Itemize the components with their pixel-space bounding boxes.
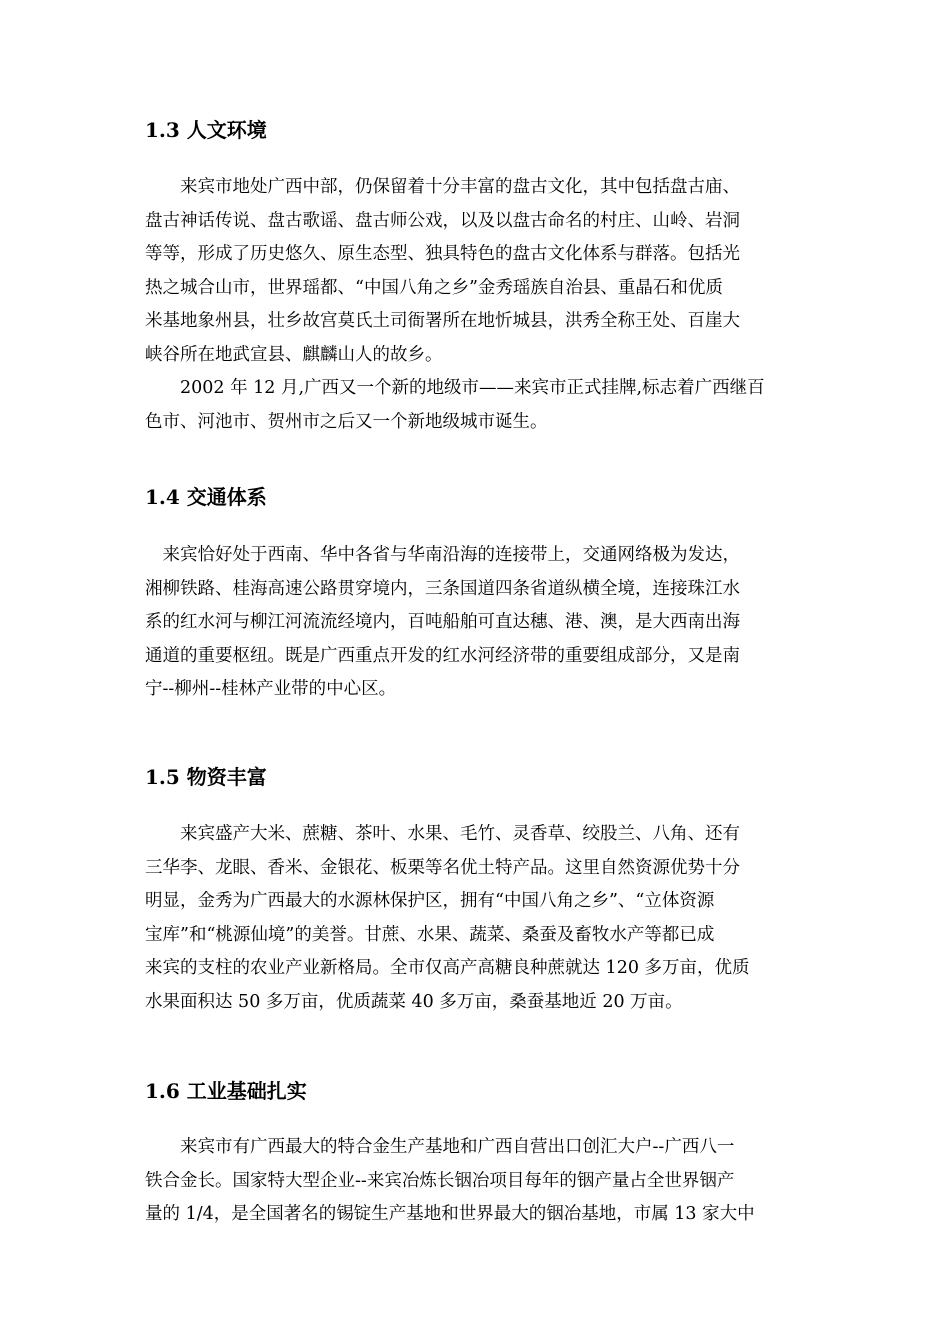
text-line: 宝库”和“桃源仙境”的美誉。甘蔗、水果、蔬菜、桑蚕及畜牧水产等都已成 — [145, 924, 715, 945]
paragraph-1-6 — [145, 1131, 810, 1232]
text-line: 水果面积达 50 多万亩，优质蔬菜 40 多万亩，桑蚕基地近 20 万亩。 — [145, 991, 683, 1012]
text-line: 来宾市有广西最大的特合金生产基地和广西自营出口创汇大户--广西八一 — [145, 1137, 735, 1157]
text-line: 来宾盛产大米、蔗糖、茶叶、水果、毛竹、灵香草、绞股兰、八角、还有 — [145, 824, 740, 844]
text-line: 湘柳铁路、桂海高速公路贯穿境内，三条国道四条省道纵横全境，连接珠江水 — [145, 578, 740, 599]
text-line: 量的 1/4，是全国著名的锡锭生产基地和世界最大的铟冶基地，市属 13 家大中 — [145, 1204, 755, 1224]
section-heading-1-4: 1.4 交通体系 — [145, 485, 267, 509]
text-line: 明显，金秀为广西最大的水源林保护区，拥有“中国八角之乡”、“立体资源 — [145, 891, 715, 911]
text-line: 峡谷所在地武宣县、麒麟山人的故乡。 — [145, 344, 443, 365]
paragraph-1-3-a — [145, 171, 810, 372]
text-line: 来宾市地处广西中部，仍保留着十分丰富的盘古文化，其中包括盘古庙、 — [145, 177, 740, 197]
section-heading-1-3: 1.3 人文环境 — [145, 118, 267, 142]
text-line: 系的红水河与柳江河流流经境内，百吨船舶可直达穗、港、澳，是大西南出海 — [145, 612, 740, 632]
text-line: 来宾的支柱的农业产业新格局。全市仅高产高糖良种蔗就达 120 多万亩，优质 — [145, 958, 750, 978]
section-heading-1-5: 1.5 物资丰富 — [145, 765, 267, 789]
section-heading-1-6: 1.6 工业基础扎实 — [145, 1079, 307, 1103]
paragraph-1-5 — [145, 818, 810, 1019]
text-line: 等等，形成了历史悠久、原生态型、独具特色的盘古文化体系与群落。包括光 — [145, 244, 740, 264]
text-line: 2002 年 12 月,广西又一个新的地级市——来宾市正式挂牌,标志着广西继百 — [145, 378, 765, 398]
text-line: 三华李、龙眼、香米、金银花、板栗等名优土特产品。这里自然资源优势十分 — [145, 857, 740, 878]
text-line: 米基地象州县，壮乡故宫莫氏土司衙署所在地忻城县，洪秀全称王处、百崖大 — [145, 311, 740, 331]
paragraph-1-4 — [145, 539, 810, 707]
text-line: 来宾恰好处于西南、华中各省与华南沿海的连接带上，交通网络极为发达， — [145, 545, 740, 565]
paragraph-1-3-b — [145, 372, 810, 439]
text-line: 通道的重要枢纽。既是广西重点开发的红水河经济带的重要组成部分，又是南 — [145, 645, 740, 666]
text-line: 热之城合山市，世界瑶都、“中国八角之乡”金秀瑶族自治县、重晶石和优质 — [145, 277, 723, 298]
text-line: 色市、河池市、贺州市之后又一个新地级城市诞生。 — [145, 411, 548, 432]
text-line: 铁合金长。国家特大型企业--来宾冶炼长铟冶项目每年的铟产量占全世界铟产 — [145, 1170, 735, 1191]
text-line: 宁--柳州--桂林产业带的中心区。 — [145, 679, 397, 699]
text-line: 盘古神话传说、盘古歌谣、盘古师公戏，以及以盘古命名的村庄、山岭、岩洞 — [145, 210, 740, 231]
